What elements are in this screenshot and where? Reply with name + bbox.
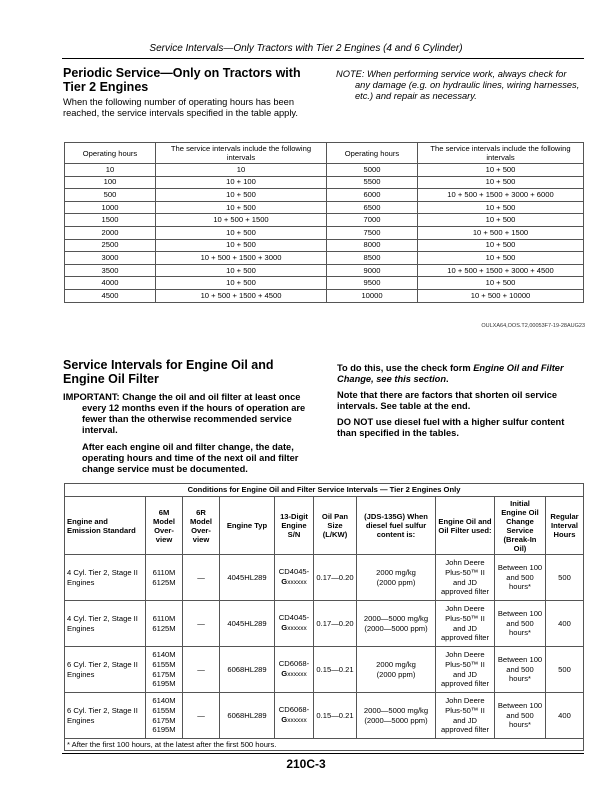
table-row xyxy=(65,277,584,290)
table-cell: 10 + 500 + 1500 + 4500 xyxy=(156,289,327,302)
after-change-text: After each engine oil and filter change, the date, operating hours and time of the next oil and filter change service must be documented. xyxy=(82,442,299,474)
table-cell: 10 xyxy=(156,164,327,177)
serial-digits: xxxxxx xyxy=(287,579,307,586)
table-cell: 3000 xyxy=(65,252,156,265)
regular-interval-cell: 500 xyxy=(546,555,584,601)
table-cell: 10 + 500 xyxy=(418,252,584,265)
col-header-oil-pan: Oil Pan Size (L/KW) xyxy=(314,497,357,555)
table-cell: 7000 xyxy=(327,214,418,227)
col-header-initial: Initial Engine Oil Change Service (Break-In Oil) xyxy=(495,497,546,555)
col-header-engine-typ: Engine Typ xyxy=(220,497,275,555)
table-cell: 10 + 500 xyxy=(156,264,327,277)
model-6m-cell: 6140M 6155M 6175M 6195M xyxy=(146,693,183,739)
table-header-row xyxy=(65,143,584,164)
table-cell: 10 + 500 xyxy=(418,176,584,189)
engine-cell: 6 Cyl. Tier 2, Stage II Engines xyxy=(65,693,146,739)
table-row xyxy=(65,239,584,252)
periodic-note xyxy=(336,69,586,102)
check-form-link: Engine Oil and Filter Change, see this section xyxy=(337,363,564,384)
col-header-serial: 13-Digit Engine S/N xyxy=(275,497,314,555)
engine-cell: 6 Cyl. Tier 2, Stage II Engines xyxy=(65,647,146,693)
periodic-intro: When the following number of operating hours has been reached, the service intervals specified in the table apply. xyxy=(63,97,298,118)
table-cell: 10 + 500 xyxy=(418,164,584,177)
table-cell: 8000 xyxy=(327,239,418,252)
table-cell: 10 + 500 xyxy=(418,239,584,252)
table-cell: 2500 xyxy=(65,239,156,252)
table-cell: 10 + 500 xyxy=(418,201,584,214)
oil-section-left xyxy=(63,358,318,475)
col-header-intervals-2: The service intervals include the following intervals xyxy=(418,143,584,164)
table-cell: 10000 xyxy=(327,289,418,302)
periodic-title: Periodic Service—Only on Tractors with Tier 2 Engines xyxy=(63,66,301,94)
oil-table-body xyxy=(65,555,584,739)
initial-service-cell: Between 100 and 500 hours* xyxy=(495,693,546,739)
model-6m-cell: 6110M 6125M xyxy=(146,601,183,647)
factors-text: Note that there are factors that shorten oil service intervals. See table at the end. xyxy=(337,390,558,411)
table-cell: 4500 xyxy=(65,289,156,302)
sulfur-cell xyxy=(357,601,436,647)
table-cell: 9000 xyxy=(327,264,418,277)
note-line-2: any damage (e.g. on hydraulic lines, wiring harnesses, etc.) and repair as necessary. xyxy=(355,80,580,101)
table-row xyxy=(65,647,584,693)
initial-service-cell: Between 100 and 500 hours* xyxy=(495,647,546,693)
engine-type-cell: 4045HL289 xyxy=(220,601,275,647)
serial-cell xyxy=(275,601,314,647)
table-cell: 10 + 500 + 1500 xyxy=(418,226,584,239)
model-6r-cell: — xyxy=(183,555,220,601)
table-cell: 10 + 500 xyxy=(156,226,327,239)
table-cell: 7500 xyxy=(327,226,418,239)
table-cell: 10 + 500 xyxy=(418,277,584,290)
important-text: IMPORTANT: Change the oil and oil filter at least once every 12 months even if the hours of operation are fewer than the otherwise recommended service interval. xyxy=(63,392,306,435)
sulfur-ppm: (2000 ppm) xyxy=(376,577,416,587)
oil-interval-table xyxy=(64,483,584,751)
col-header-regular: Regular Interval Hours xyxy=(546,497,584,555)
table-cell: 100 xyxy=(65,176,156,189)
reference-code: OULXA64,OOS.T2,00053F7-19-28AUG23 xyxy=(481,323,585,329)
col-header-oil-filter: Engine Oil and Oil Filter used: xyxy=(436,497,495,555)
oil-section-right xyxy=(337,363,585,439)
table-cell: 10 + 500 xyxy=(156,239,327,252)
serial-g: G xyxy=(281,577,288,586)
serial-prefix: CD4045- xyxy=(278,567,310,577)
serial-prefix: CD6068- xyxy=(278,705,310,715)
oil-table-footnote: * After the first 100 hours, at the latest after the first 500 hours. xyxy=(65,739,584,751)
model-6m-cell: 6140M 6155M 6175M 6195M xyxy=(146,647,183,693)
oil-table-footnote-row xyxy=(65,739,584,751)
sulfur-value: 2000 mg/kg xyxy=(376,659,416,669)
sulfur-cell xyxy=(357,647,436,693)
oil-filter-cell: John Deere Plus-50™ II and JD approved filter xyxy=(436,693,495,739)
table-cell: 5000 xyxy=(327,164,418,177)
footer-rule xyxy=(62,753,584,754)
table-cell: 10 + 500 xyxy=(418,214,584,227)
engine-type-cell: 6068HL289 xyxy=(220,647,275,693)
table-row xyxy=(65,176,584,189)
table-cell: 8500 xyxy=(327,252,418,265)
serial-digits: xxxxxx xyxy=(287,717,307,724)
col-header-operating-hours: Operating hours xyxy=(65,143,156,164)
serial-prefix: CD4045- xyxy=(278,613,310,623)
sulfur-value: 2000—5000 mg/kg xyxy=(363,705,429,715)
table-cell: 10 + 500 + 1500 + 3000 xyxy=(156,252,327,265)
serial-digits: xxxxxx xyxy=(287,625,307,632)
oil-filter-cell: John Deere Plus-50™ II and JD approved filter xyxy=(436,647,495,693)
check-form-text xyxy=(337,363,585,385)
table-cell: 10 + 500 + 1500 xyxy=(156,214,327,227)
regular-interval-cell: 400 xyxy=(546,601,584,647)
col-header-engine: Engine and Emission Standard xyxy=(65,497,146,555)
note-line-1: NOTE: When performing service work, always check for xyxy=(336,69,567,79)
running-header: Service Intervals—Only Tractors with Tier 2 Engines (4 and 6 Cylinder) xyxy=(149,43,463,54)
table-cell: 10 + 500 xyxy=(156,189,327,202)
model-6m-cell: 6110M 6125M xyxy=(146,555,183,601)
service-hours-table xyxy=(64,142,584,303)
model-6r-cell: — xyxy=(183,601,220,647)
table-cell: 10 + 500 + 1500 + 3000 + 6000 xyxy=(418,189,584,202)
table-cell: 1500 xyxy=(65,214,156,227)
serial-g: G xyxy=(281,715,288,724)
serial-cell xyxy=(275,647,314,693)
regular-interval-cell: 500 xyxy=(546,647,584,693)
oil-table-caption-row xyxy=(65,484,584,497)
col-header-operating-hours-2: Operating hours xyxy=(327,143,418,164)
page-number: 210C-3 xyxy=(286,757,326,771)
table-row xyxy=(65,693,584,739)
table-row xyxy=(65,214,584,227)
table-row xyxy=(65,189,584,202)
col-header-6r: 6R Model Over-view xyxy=(183,497,220,555)
model-6r-cell: — xyxy=(183,693,220,739)
table-cell: 6000 xyxy=(327,189,418,202)
table-row xyxy=(65,226,584,239)
sulfur-ppm: (2000—5000 ppm) xyxy=(364,715,428,725)
table-cell: 9500 xyxy=(327,277,418,290)
table-cell: 5500 xyxy=(327,176,418,189)
sulfur-value: 2000—5000 mg/kg xyxy=(363,613,429,623)
sulfur-cell xyxy=(357,555,436,601)
serial-cell xyxy=(275,555,314,601)
col-header-intervals: The service intervals include the following intervals xyxy=(156,143,327,164)
serial-g: G xyxy=(281,623,288,632)
oil-pan-cell: 0.17—0.20 xyxy=(314,601,357,647)
oil-pan-cell: 0.15—0.21 xyxy=(314,693,357,739)
check-form-suffix: . xyxy=(446,374,449,384)
engine-cell: 4 Cyl. Tier 2, Stage II Engines xyxy=(65,601,146,647)
serial-cell xyxy=(275,693,314,739)
table-row xyxy=(65,555,584,601)
col-header-6m: 6M Model Over-view xyxy=(146,497,183,555)
table-cell: 10 + 500 + 1500 + 3000 + 4500 xyxy=(418,264,584,277)
table-cell: 3500 xyxy=(65,264,156,277)
sulfur-ppm: (2000 ppm) xyxy=(376,669,416,679)
engine-cell: 4 Cyl. Tier 2, Stage II Engines xyxy=(65,555,146,601)
oil-pan-cell: 0.15—0.21 xyxy=(314,647,357,693)
diesel-warning: DO NOT use diesel fuel with a higher sulfur content than specified in the tables. xyxy=(337,417,565,438)
serial-prefix: CD6068- xyxy=(278,659,310,669)
initial-service-cell: Between 100 and 500 hours* xyxy=(495,555,546,601)
table-cell: 4000 xyxy=(65,277,156,290)
table-row xyxy=(65,289,584,302)
table-cell: 1000 xyxy=(65,201,156,214)
oil-title: Service Intervals for Engine Oil and Engine Oil Filter xyxy=(63,358,274,386)
sulfur-cell xyxy=(357,693,436,739)
table-row xyxy=(65,601,584,647)
periodic-section xyxy=(63,66,323,119)
hours-table-body xyxy=(65,164,584,303)
initial-service-cell: Between 100 and 500 hours* xyxy=(495,601,546,647)
sulfur-value: 2000 mg/kg xyxy=(376,567,416,577)
table-cell: 10 + 100 xyxy=(156,176,327,189)
serial-digits: xxxxxx xyxy=(287,671,307,678)
oil-pan-cell: 0.17—0.20 xyxy=(314,555,357,601)
model-6r-cell: — xyxy=(183,647,220,693)
table-cell: 10 xyxy=(65,164,156,177)
table-cell: 6500 xyxy=(327,201,418,214)
engine-type-cell: 4045HL289 xyxy=(220,555,275,601)
table-cell: 10 + 500 xyxy=(156,201,327,214)
important-note xyxy=(63,392,318,436)
oil-table-caption: Conditions for Engine Oil and Filter Service Intervals — Tier 2 Engines Only xyxy=(65,484,584,497)
serial-g: G xyxy=(281,669,288,678)
oil-filter-cell: John Deere Plus-50™ II and JD approved filter xyxy=(436,555,495,601)
table-cell: 500 xyxy=(65,189,156,202)
table-cell: 10 + 500 xyxy=(156,277,327,290)
oil-table-header-row xyxy=(65,497,584,555)
oil-filter-cell: John Deere Plus-50™ II and JD approved filter xyxy=(436,601,495,647)
table-row xyxy=(65,252,584,265)
engine-type-cell: 6068HL289 xyxy=(220,693,275,739)
sulfur-ppm: (2000—5000 ppm) xyxy=(364,623,428,633)
check-form-prefix: To do this, use the check form xyxy=(337,363,474,373)
table-cell: 10 + 500 + 10000 xyxy=(418,289,584,302)
header-rule xyxy=(62,58,584,59)
col-header-sulfur: (JDS-135G) When diesel fuel sulfur content is: xyxy=(357,497,436,555)
table-row xyxy=(65,201,584,214)
table-row xyxy=(65,164,584,177)
table-cell: 2000 xyxy=(65,226,156,239)
table-row xyxy=(65,264,584,277)
regular-interval-cell: 400 xyxy=(546,693,584,739)
